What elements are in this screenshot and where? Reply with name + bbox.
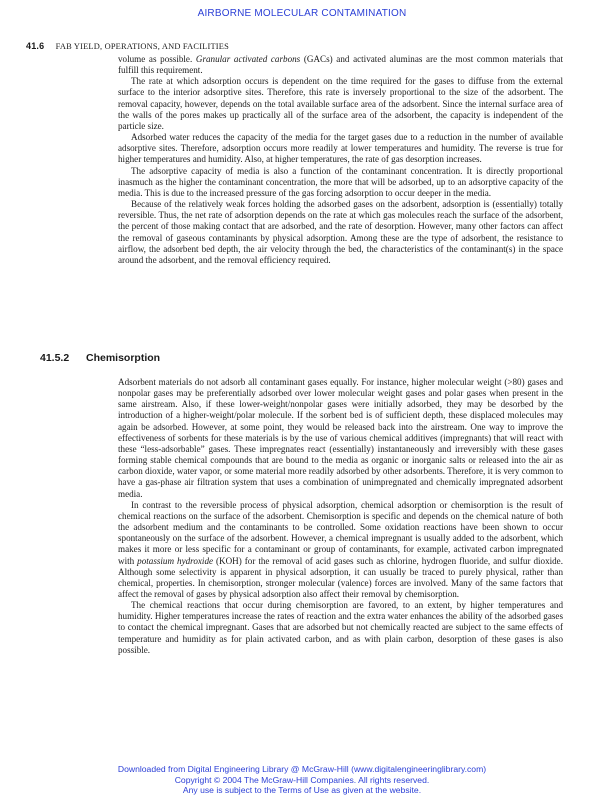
running-head-title: FAB YIELD, OPERATIONS, AND FACILITIES (55, 42, 229, 51)
paragraph (118, 500, 563, 600)
emphasis-term: Granular activated carbons (195, 54, 301, 64)
body-text-lower (118, 377, 563, 656)
body-text-upper (118, 54, 563, 266)
paragraph-text: (KOH) for the removal of acid gases such as chlorine, hydrogen fluoride, and sulfur dioxide. Although some selectivity is apparent in physical adsorption, it can usually be traced to purely physical, rather than chemical, properties. In chemisorption, stronger molecular (valence) forces are involved. Many of the same factors that affect the removal of gases by physical adsorption also affect their removal by chemisorption. (118, 555, 563, 599)
paragraph-text: (GACs) and activated aluminas are the most common materials that fulfill this requirement. (118, 54, 563, 76)
paragraph-text: In contrast to the reversible process of physical adsorption, chemical adsorption or chemisorption is the result of chemical reactions on the surface of the adsorbent. Chemisorption is specific and depends on the chemical nature of both the adsorbent medium and the contaminants to be controlled. Some oxidation reactions have been shown to occur spontaneously on the surface of the adsorbent. However, a chemical impregnant is usually added to the adsorbent, which makes it more or less specific for a contaminant or group of contaminants, for example, activated carbon impregnated with (118, 499, 563, 566)
paragraph: Because of the relatively weak forces holding the adsorbed gases on the adsorbent, adsorption is (essentially) totally reversible. Thus, the net rate of adsorption depends on the rate at which gas molecules reach the surface of the adsorbent, the percent of those making contact that are adsorbed, and the rate of desorption. However, many other factors can affect the removal of gaseous contaminants by physical adsorption. Among these are the type of adsorbent, the resistance to airflow, the adsorbent bed depth, the air velocity through the bed, the characteristics of the contaminant(s) in the space around the adsorbent, and the removal efficiency required. (118, 199, 563, 265)
section-number: 41.5.2 (40, 352, 70, 364)
paragraph: Adsorbent materials do not adsorb all contaminant gases equally. For instance, higher molecular weight (>80) gases and nonpolar gases may be preferentially adsorbed over lower molecular weight gases and polar gases when present in the same airstream. Also, if these lower-weight/nonpolar gases were initially adsorbed, they may be desorbed by the introduction of a higher-weight/polar molecule. If the sorbent bed is of sufficient depth, these displaced molecules may again be adsorbed. However, at some point, they would be released back into the airstream. One way to improve the effectiveness of sorbents for these materials is by the use of various chemical additives (impregnants) that will react with these “less-adsorbable” gases. These impregnates react (essentially) instantaneously and irreversibly with these gases forming stable chemical compounds that are bound to the media as organic or inorganic salts or released into the air as carbon dioxide, water vapor, or some material more readily adsorbed by other adsorbents. Therefore, it is very common to have a gas-phase air filtration system that uses a combination of unimpregnated and chemically impregnated adsorbent media. (118, 377, 563, 499)
footer-copyright: Copyright © 2004 The McGraw-Hill Companies. All rights reserved. (174, 774, 430, 785)
paragraph: The adsorptive capacity of media is also a function of the contaminant concentration. It is directly proportional inasmuch as the higher the contaminant concentration, the more that will be adsorbed, up to an adsorptive capacity of the media. This is due to the increased pressure of the gas forcing adsorption to occur deeper in the media. (118, 165, 563, 198)
footer-notice (0, 764, 604, 796)
page-number: 41.6 (26, 41, 45, 51)
section-heading (40, 352, 160, 364)
paragraph-text: volume as possible. (118, 54, 196, 64)
running-head (26, 41, 229, 51)
emphasis-term: potassium hydroxide (137, 555, 214, 566)
footer-terms: Any use is subject to the Terms of Use as given at the website. (182, 785, 422, 796)
paragraph: The chemical reactions that occur during chemisorption are favored, to an extent, by higher temperatures and humidity. Higher temperatures increase the rates of reaction and the extra water enhances the ability of the adsorbed gases to contact the chemical impregnant. Gases that are adsorbed but not chemically reacted are subject to the same effects of temperature and humidity as for plain activated carbon, and as with plain carbon, desorption of these gases is also possible. (118, 600, 563, 655)
paragraph: The rate at which adsorption occurs is dependent on the time required for the gases to diffuse from the external surface to the interior adsorptive sites. Therefore, this rate is inversely proportional to the size of the adsorbent. The removal capacity, however, depends on the total available surface area of the adsorbent. Since the internal surface area of the walls of the pores makes up practically all of the surface area of the adsorbent, the capacity is independent of the particle size. (118, 76, 563, 131)
paragraph (118, 54, 563, 76)
header-banner: AIRBORNE MOLECULAR CONTAMINATION (197, 8, 407, 19)
section-title: Chemisorption (86, 352, 161, 364)
paragraph: Adsorbed water reduces the capacity of the media for the target gases due to a reduction in the number of available adsorptive sites. Therefore, adsorption occurs more readily at lower temperatures and humidity. The reverse is true for higher temperatures and humidity. Also, at higher temperatures, the rate of gas desorption increases. (118, 132, 563, 165)
footer-download-link[interactable]: Downloaded from Digital Engineering Library @ McGraw-Hill (www.digitalengineeringlibrary.com) (117, 764, 487, 774)
